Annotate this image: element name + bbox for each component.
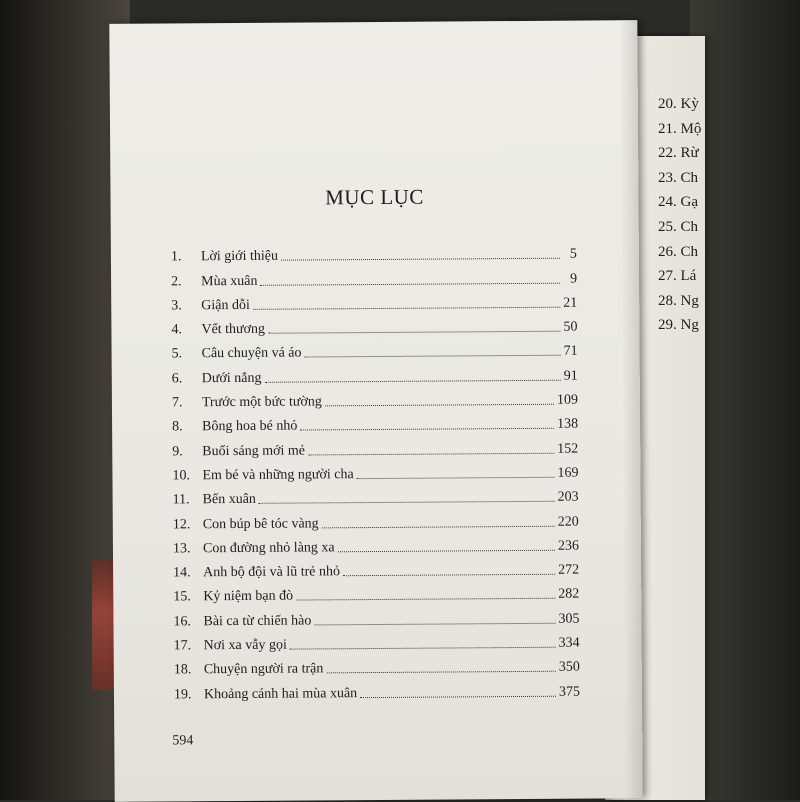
toc-entry-title: Bến xuân bbox=[202, 492, 256, 508]
right-toc-entry: 24. Gạ bbox=[658, 194, 698, 211]
toc-dot-leader bbox=[300, 427, 554, 431]
toc-dot-leader bbox=[314, 622, 555, 626]
toc-dot-leader bbox=[281, 257, 560, 261]
toc-entry bbox=[171, 239, 577, 266]
toc-entry-title: Kỷ niệm bạn đò bbox=[203, 589, 294, 605]
toc-dot-leader bbox=[260, 281, 560, 285]
toc-entry-page: 272 bbox=[558, 562, 580, 578]
toc-entry-number: 4. bbox=[171, 322, 182, 338]
toc-dot-leader bbox=[290, 646, 556, 650]
toc-entry-title: Lời giới thiệu bbox=[200, 248, 279, 265]
page-number: 594 bbox=[172, 733, 194, 749]
toc-entry-number: 18. bbox=[173, 662, 192, 678]
toc-entry-page: 305 bbox=[558, 611, 580, 627]
toc-entry-number: 11. bbox=[172, 492, 190, 508]
toc-entry-title: Khoảng cánh hai mùa xuân bbox=[203, 685, 358, 702]
toc-title: MỤC LỤC bbox=[325, 184, 424, 210]
toc-entry-number: 19. bbox=[173, 686, 192, 703]
toc-entry-number: 1. bbox=[170, 249, 182, 265]
toc-entry-title: Vết thương bbox=[201, 321, 266, 338]
toc-entry-page: 5 bbox=[569, 246, 577, 262]
toc-entry-number: 15. bbox=[173, 589, 191, 605]
toc-entry bbox=[171, 336, 577, 363]
toc-entry-page: 91 bbox=[563, 368, 578, 384]
toc-entry-number: 12. bbox=[172, 516, 191, 532]
toc-entry bbox=[171, 263, 577, 290]
toc-entry-title: Anh bộ đội và lũ trẻ nhỏ bbox=[203, 564, 341, 581]
toc-entry bbox=[173, 554, 579, 581]
toc-dot-leader bbox=[338, 549, 555, 553]
toc-dot-leader bbox=[308, 451, 554, 455]
toc-entry-page: 203 bbox=[557, 489, 579, 505]
toc-entry bbox=[174, 676, 580, 703]
toc-entry-title: Bài ca từ chiến hào bbox=[203, 613, 312, 629]
toc-entry-title: Con búp bê tóc vàng bbox=[202, 515, 319, 532]
toc-entry-number: 13. bbox=[172, 541, 191, 557]
toc-entry-number: 9. bbox=[172, 444, 183, 460]
toc-entry-number: 10. bbox=[172, 468, 190, 484]
toc-dot-leader bbox=[305, 354, 561, 358]
toc-entry-page: 9 bbox=[570, 271, 578, 287]
toc-entry-page: 334 bbox=[558, 635, 580, 651]
toc-dot-leader bbox=[322, 524, 555, 528]
right-toc-entry: 26. Ch bbox=[658, 243, 699, 260]
toc-entry bbox=[171, 287, 577, 314]
toc-entry-title: Buổi sáng mới mẻ bbox=[202, 443, 306, 459]
toc-entry-page: 21 bbox=[563, 295, 578, 311]
toc-entry bbox=[172, 433, 578, 460]
toc-entry-title: Câu chuyện vá áo bbox=[201, 346, 302, 362]
toc-entry-number: 16. bbox=[173, 614, 192, 630]
toc-entry bbox=[173, 603, 579, 630]
toc-entry-title: Trước một bức tường bbox=[201, 394, 322, 411]
toc-entry-title: Nơi xa vẫy gọi bbox=[203, 637, 287, 654]
toc-entry-page: 109 bbox=[556, 392, 578, 408]
right-toc-entry: 25. Ch bbox=[658, 218, 699, 235]
toc-entry bbox=[172, 384, 578, 411]
toc-entry-page: 138 bbox=[557, 416, 579, 433]
toc-entry bbox=[171, 311, 577, 338]
toc-entry-number: 5. bbox=[171, 346, 183, 362]
toc-entry-number: 8. bbox=[172, 419, 183, 435]
toc-entry-number: 2. bbox=[171, 273, 182, 290]
toc-dot-leader bbox=[325, 403, 554, 407]
toc-entry bbox=[173, 579, 579, 606]
toc-list bbox=[171, 239, 580, 703]
toc-entry-title: Bông hoa bé nhỏ bbox=[202, 418, 298, 435]
toc-entry-title: Dưới nắng bbox=[201, 370, 262, 386]
toc-entry bbox=[172, 457, 578, 484]
toc-entry-title: Em bé và những người cha bbox=[202, 467, 354, 484]
toc-entry bbox=[172, 360, 578, 387]
toc-dot-leader bbox=[253, 306, 560, 310]
toc-entry bbox=[174, 627, 580, 654]
toc-entry-title: Mùa xuân bbox=[201, 273, 258, 289]
toc-entry-number: 14. bbox=[173, 565, 191, 581]
toc-dot-leader bbox=[326, 670, 555, 674]
right-toc-entry: 27. Lá bbox=[658, 268, 697, 285]
toc-dot-leader bbox=[268, 330, 560, 334]
toc-entry-page: 236 bbox=[557, 538, 579, 554]
toc-entry-number: 3. bbox=[171, 298, 182, 314]
toc-entry bbox=[173, 530, 579, 557]
toc-entry-title: Chuyện người ra trận bbox=[203, 661, 324, 678]
right-toc-entry: 21. Mộ bbox=[658, 120, 702, 137]
toc-entry-page: 375 bbox=[558, 684, 581, 700]
toc-entry-page: 282 bbox=[558, 587, 580, 603]
toc-entry-page: 152 bbox=[557, 441, 579, 457]
toc-entry-number: 6. bbox=[171, 371, 183, 387]
toc-entry-page: 71 bbox=[563, 344, 578, 360]
right-toc-entry: 29. Ng bbox=[658, 317, 699, 334]
toc-dot-leader bbox=[265, 378, 561, 382]
toc-entry-page: 169 bbox=[557, 465, 579, 481]
toc-entry-title: Giận dỗi bbox=[201, 297, 250, 314]
right-page-toc bbox=[658, 96, 701, 342]
toc-dot-leader bbox=[357, 476, 555, 479]
right-toc-entry: 20. Kỳ bbox=[658, 96, 699, 112]
toc-entry-page: 220 bbox=[557, 514, 579, 530]
toc-dot-leader bbox=[296, 597, 555, 601]
toc-entry-number: 17. bbox=[173, 638, 192, 654]
right-toc-entry: 22. Rừ bbox=[658, 145, 699, 162]
left-page bbox=[109, 20, 642, 802]
background-right bbox=[690, 0, 800, 800]
right-toc-entry: 28. Ng bbox=[658, 292, 699, 309]
toc-entry bbox=[173, 482, 579, 509]
right-toc-entry: 23. Ch bbox=[658, 169, 699, 186]
toc-entry bbox=[172, 409, 578, 436]
toc-entry-title: Con đường nhỏ làng xa bbox=[202, 540, 335, 557]
toc-entry bbox=[174, 652, 580, 679]
toc-entry-page: 50 bbox=[563, 319, 578, 335]
toc-entry-page: 350 bbox=[558, 659, 580, 676]
toc-entry bbox=[173, 506, 579, 533]
toc-dot-leader bbox=[343, 573, 555, 576]
toc-dot-leader bbox=[360, 694, 556, 697]
toc-dot-leader bbox=[259, 500, 555, 504]
toc-entry-number: 7. bbox=[171, 395, 183, 411]
